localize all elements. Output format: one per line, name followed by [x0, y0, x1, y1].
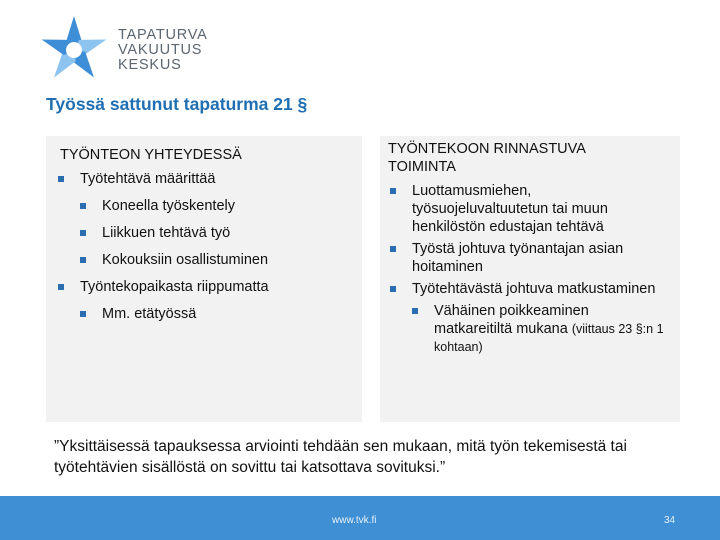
list-item-label: Työtehtävästä johtuva matkustaminen [412, 281, 656, 297]
list-subitem [412, 302, 664, 356]
list-subitem-label: Vähäinen poikkeaminen matkareitiltä mukana [434, 303, 589, 337]
left-box-list [58, 170, 354, 323]
right-box-list [390, 182, 670, 356]
square-bullet-icon [80, 230, 86, 236]
left-box-heading: TYÖNTEON YHTEYDESSÄ [60, 147, 242, 163]
list-item [58, 278, 354, 323]
square-bullet-icon [390, 188, 396, 194]
logo-line-2: VAKUUTUS [118, 42, 203, 58]
page-number: 34 [664, 515, 676, 526]
logo-line-1: TAPATURVA [118, 27, 208, 43]
list-subitem-label: Koneella työskentely [102, 198, 235, 214]
logo [36, 12, 226, 84]
square-bullet-icon [390, 286, 396, 292]
list-subitem-label: Liikkuen tehtävä työ [102, 225, 231, 241]
right-box-heading: TYÖNTEKOON RINNASTUVA TOIMINTA [388, 141, 586, 175]
list-item [58, 170, 354, 269]
list-subitem-label: Kokouksiin osallistuminen [102, 252, 269, 268]
list-item [390, 240, 670, 276]
square-bullet-icon [80, 203, 86, 209]
list-item [390, 182, 670, 236]
square-bullet-icon [412, 308, 418, 314]
logo-line-3: KESKUS [118, 57, 182, 73]
left-content-box [46, 136, 362, 422]
square-bullet-icon [58, 284, 64, 290]
list-subitem [80, 305, 354, 323]
square-bullet-icon [390, 246, 396, 252]
logo-text [118, 28, 208, 73]
quote-text: ”Yksittäisessä tapauksessa arviointi tehdään sen mukaan, mitä työn tekemisestä tai työtehtävien sisällöstä on sovittu tai katsottava sovituksi.” [54, 438, 627, 476]
list-subitem [80, 197, 354, 215]
list-item-label: Työtehtävä määrittää [80, 171, 216, 187]
list-item [390, 280, 670, 356]
footer-url: www.tvk.fi [332, 515, 377, 526]
square-bullet-icon [80, 257, 86, 263]
list-subitem [80, 251, 354, 269]
square-bullet-icon [58, 176, 64, 182]
square-bullet-icon [80, 311, 86, 317]
right-content-box [380, 136, 680, 422]
list-item-label: Luottamusmiehen, työsuojeluvaltuutetun tai muun henkilöstön edustajan tehtävä [412, 183, 608, 235]
list-item-label: Työntekopaikasta riippumatta [80, 279, 269, 295]
list-subitem-note: (viittaus 23 §:n 1 kohtaan) [434, 322, 664, 354]
list-subitem [80, 224, 354, 242]
list-item-label: Työstä johtuva työnantajan asian hoitaminen [412, 241, 624, 275]
slide-title: Työssä sattunut tapaturma 21 § [46, 94, 308, 114]
list-subitem-label: Mm. etätyössä [102, 306, 197, 322]
star-logo-icon [36, 12, 112, 88]
